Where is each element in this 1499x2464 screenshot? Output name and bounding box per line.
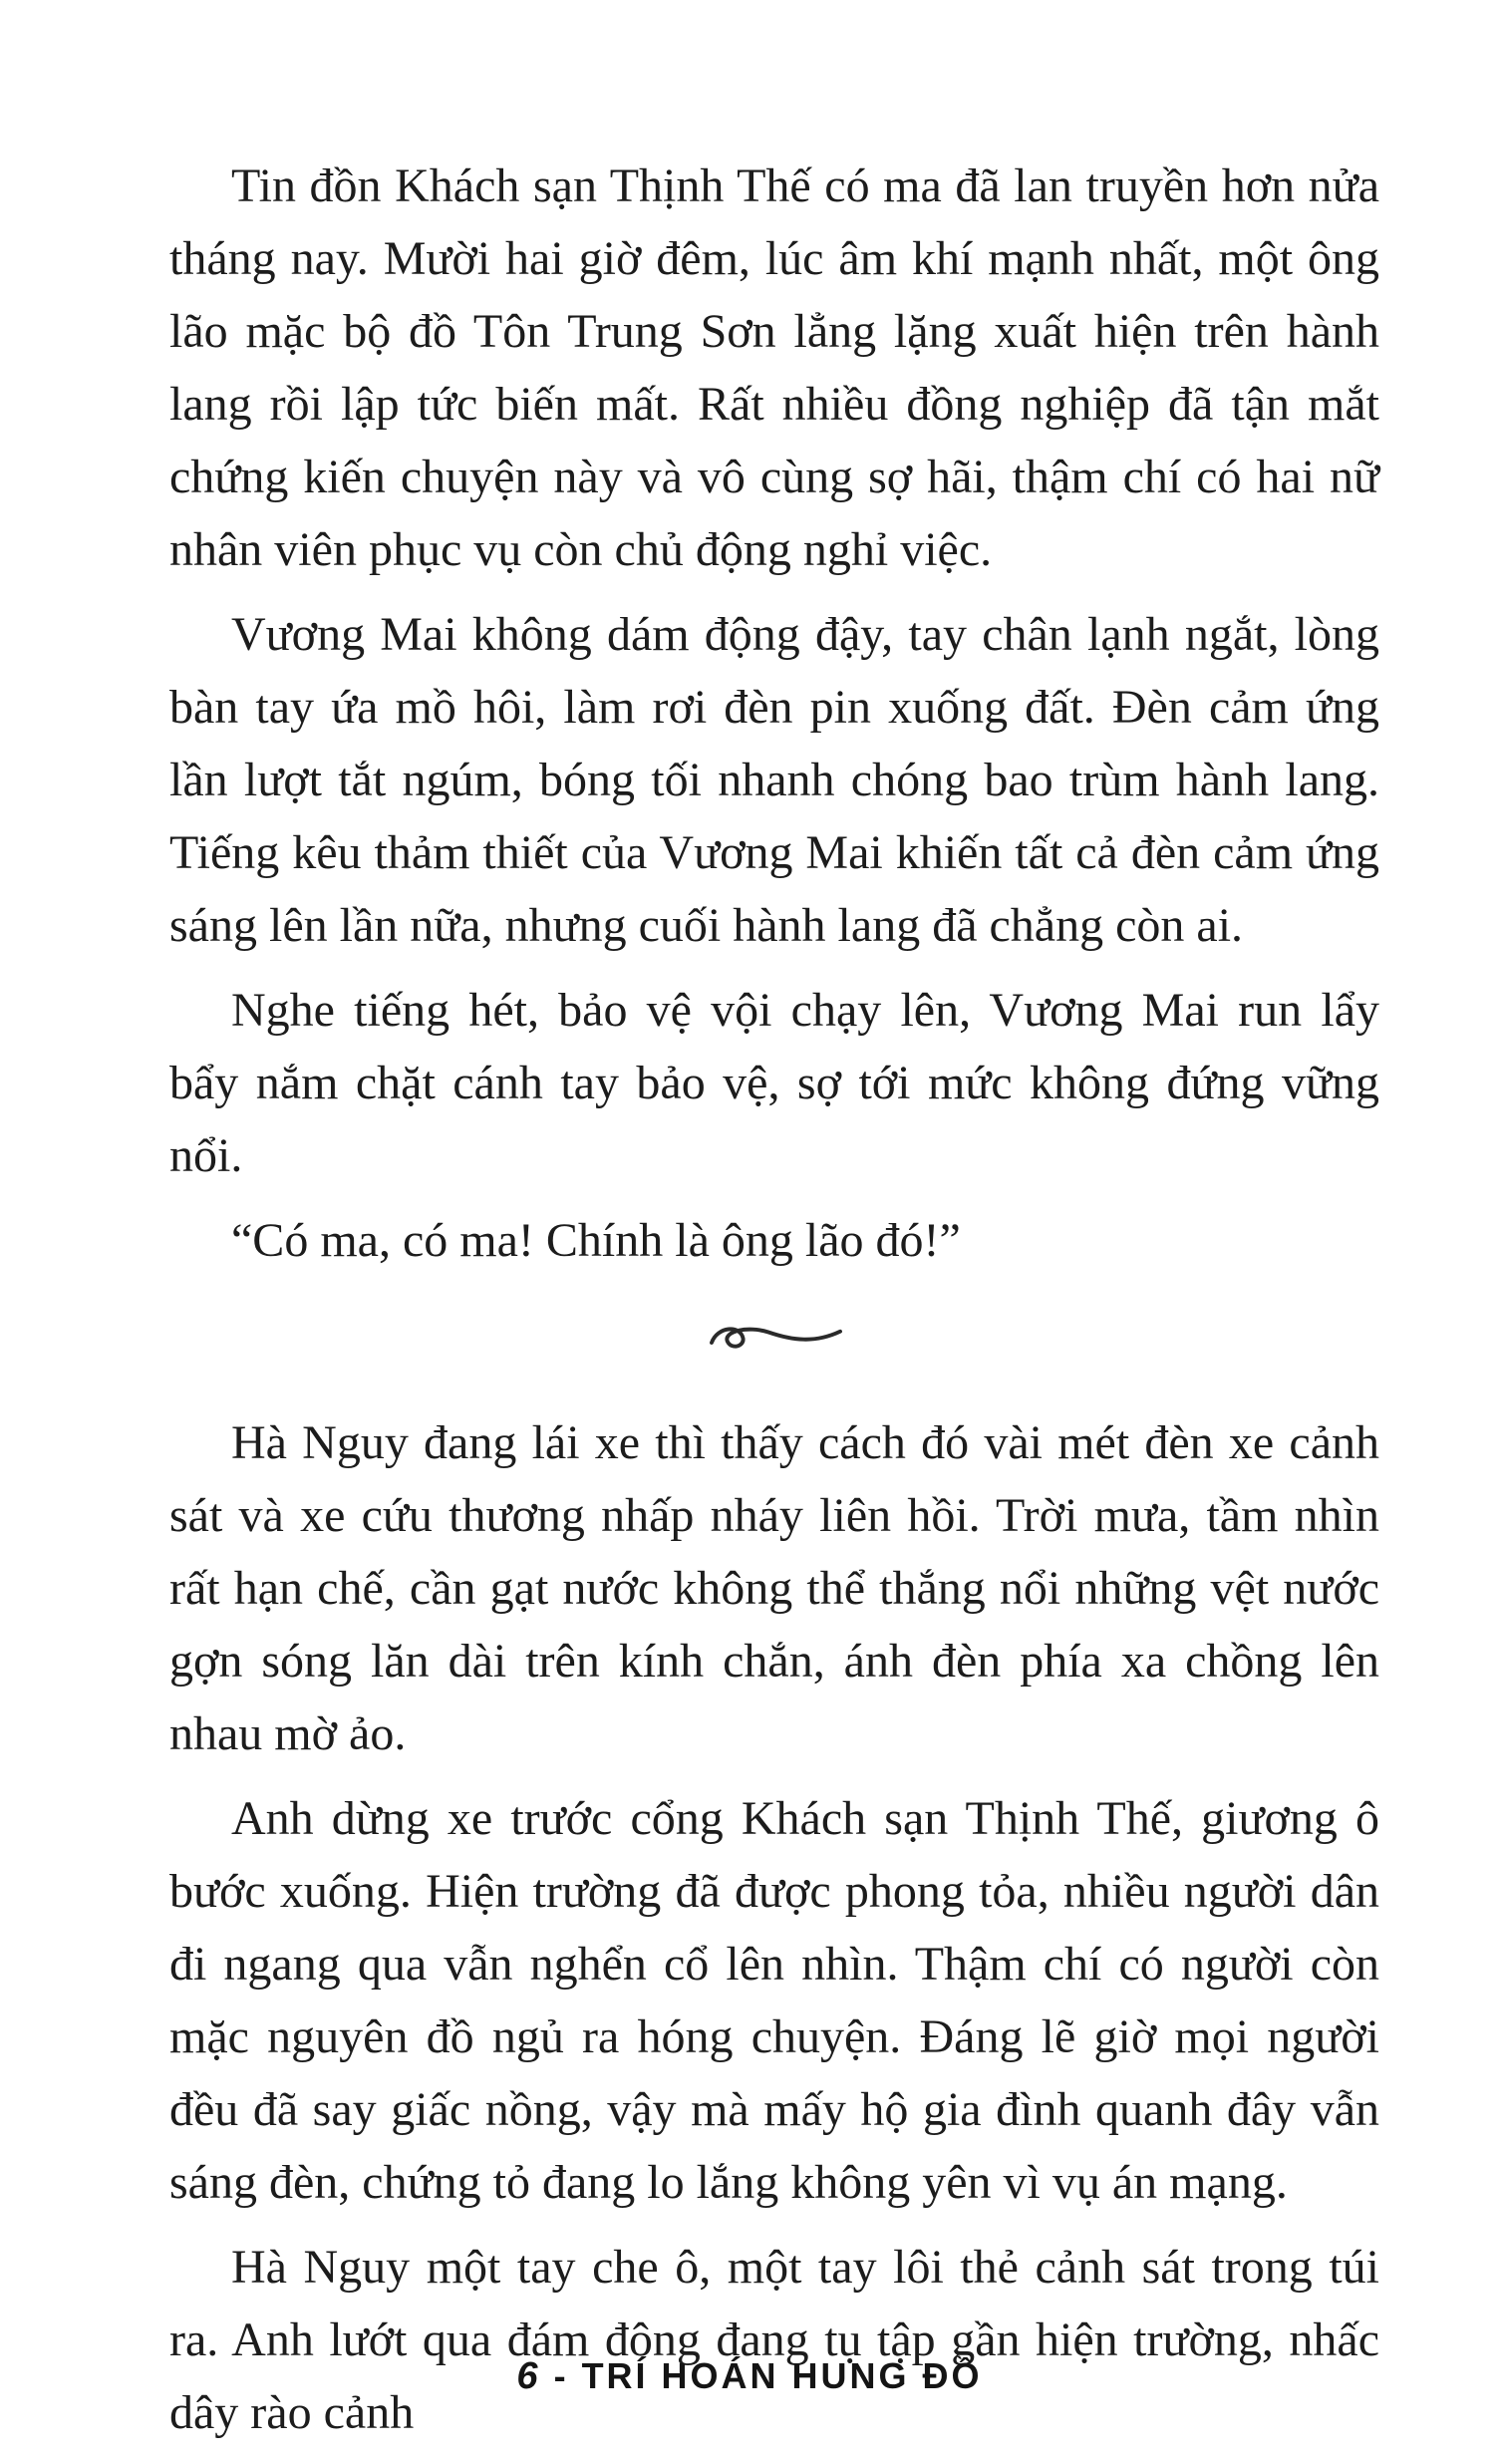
body-text bbox=[169, 150, 1379, 2461]
paragraph: Hà Nguy một tay che ô, một tay lôi thẻ cảnh sát trong túi ra. Anh lướt qua đám đông đang tụ tập gần hiện trường, nhấc dây rào cảnh bbox=[169, 2241, 1379, 2439]
paragraph: Anh dừng xe trước cổng Khách sạn Thịnh Thế, giương ô bước xuống. Hiện trường đã được phong tỏa, nhiều người dân đi ngang qua vẫn nghển cổ lên nhìn. Thậm chí có người còn mặc nguyên đồ ngủ ra hóng chuyện. Đáng lẽ giờ mọi người đều đã say giấc nồng, vậy mà mấy hộ gia đình quanh đây vẫn sáng đèn, chứng tỏ đang lo lắng không yên vì vụ án mạng. bbox=[169, 1792, 1379, 2209]
page-footer bbox=[0, 2355, 1499, 2398]
paragraph-dialogue: “Có ma, có ma! Chính là ông lão đó!” bbox=[231, 1214, 961, 1267]
book-title: TRÍ HOÁN HUNG ĐỒ bbox=[581, 2355, 983, 2396]
squiggle-icon bbox=[700, 1319, 849, 1361]
page-number: 6 bbox=[516, 2355, 540, 2397]
scene-break-ornament bbox=[169, 1319, 1379, 1361]
paragraph: Hà Nguy đang lái xe thì thấy cách đó vài mét đèn xe cảnh sát và xe cứu thương nhấp nháy liên hồi. Trời mưa, tầm nhìn rất hạn chế, cần gạt nước không thể thắng nổi những vệt nước gợn sóng lăn dài trên kính chắn, ánh đèn phía xa chồng lên nhau mờ ảo. bbox=[169, 1416, 1379, 1760]
paragraph: Tin đồn Khách sạn Thịnh Thế có ma đã lan truyền hơn nửa tháng nay. Mười hai giờ đêm, lúc âm khí mạnh nhất, một ông lão mặc bộ đồ Tôn Trung Sơn lẳng lặng xuất hiện trên hành lang rồi lập tức biến mất. Rất nhiều đồng nghiệp đã tận mắt chứng kiến chuyện này và vô cùng sợ hãi, thậm chí có hai nữ nhân viên phục vụ còn chủ động nghỉ việc. bbox=[169, 159, 1379, 576]
paragraph: Vương Mai không dám động đậy, tay chân lạnh ngắt, lòng bàn tay ứa mồ hôi, làm rơi đèn pin xuống đất. Đèn cảm ứng lần lượt tắt ngúm, bóng tối nhanh chóng bao trùm hành lang. Tiếng kêu thảm thiết của Vương Mai khiến tất cả đèn cảm ứng sáng lên lần nữa, nhưng cuối hành lang đã chẳng còn ai. bbox=[169, 608, 1379, 952]
footer-separator: - bbox=[553, 2355, 568, 2396]
paragraph: Nghe tiếng hét, bảo vệ vội chạy lên, Vương Mai run lẩy bẩy nắm chặt cánh tay bảo vệ, sợ tới mức không đứng vững nổi. bbox=[169, 984, 1379, 1182]
